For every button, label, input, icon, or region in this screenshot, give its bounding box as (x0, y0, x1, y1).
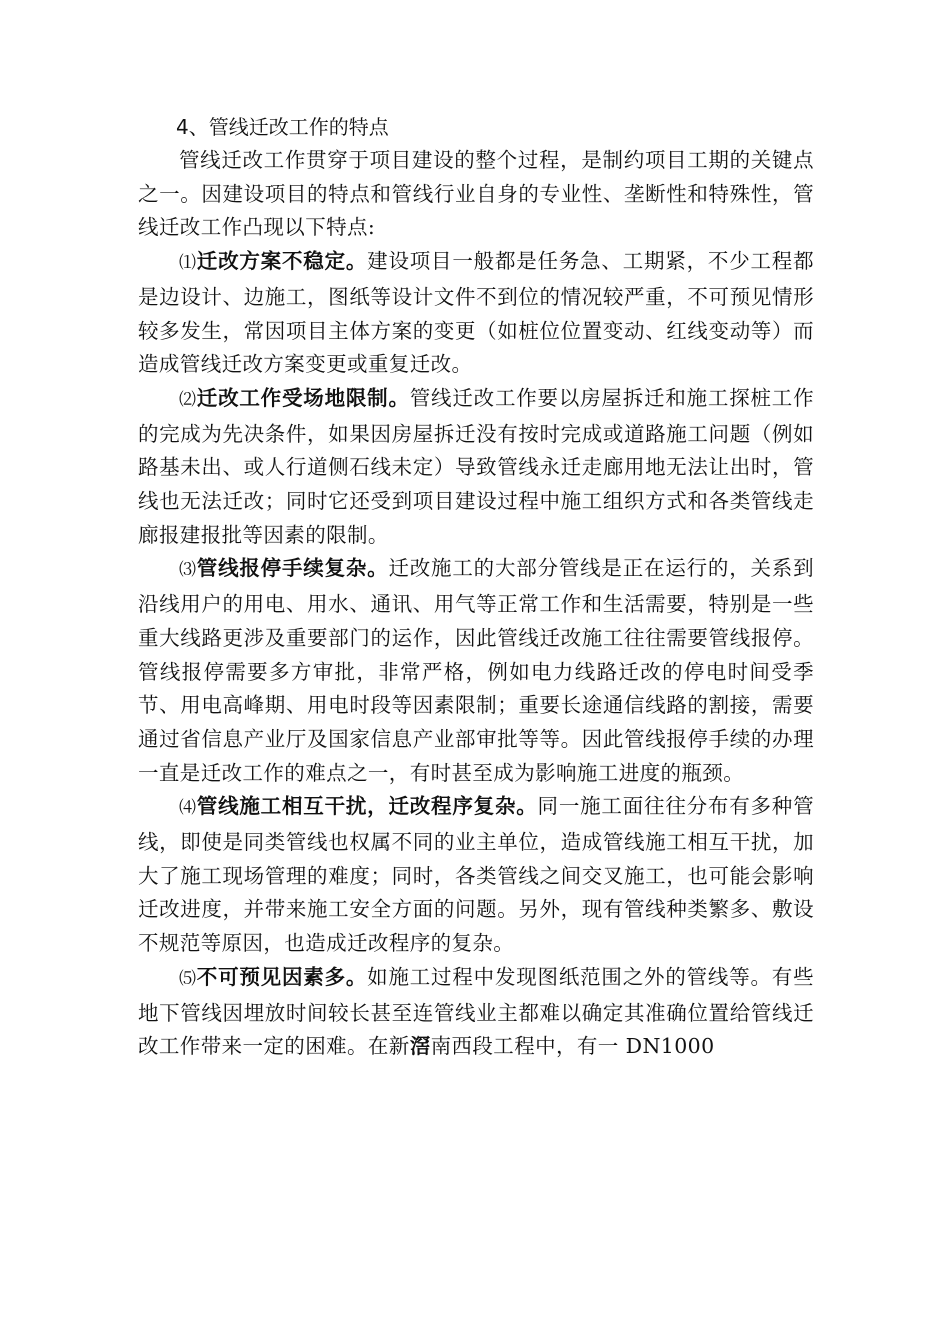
item-body-emphasis: 滘 (409, 1034, 431, 1059)
item-number: ⑴ (179, 253, 197, 274)
item-number: ⑷ (179, 798, 197, 819)
item-paragraph-1 (138, 245, 814, 382)
item-body-tail: 南西段工程中，有一 DN1000 (430, 1034, 715, 1059)
item-lead: 不可预见因素多。 (196, 964, 368, 989)
item-number: ⑶ (179, 560, 197, 581)
item-body: 建设项目一般都是任务急、工期紧，不少工程都是边设计、边施工，图纸等设计文件不到位的情况较严重，不可预见情形较多发生，常因项目主体方案的变更（如桩位位置变动、红线变动等）而造成管线迁改方案变更或重复迁改。 (138, 249, 814, 377)
section-heading: 4、管线迁改工作的特点 (176, 115, 389, 139)
item-number: ⑵ (179, 389, 197, 410)
item-lead: 管线报停手续复杂。 (196, 556, 389, 581)
item-lead: 迁改方案不稳定。 (196, 249, 368, 274)
intro-paragraph: 管线迁改工作贯穿于项目建设的整个过程，是制约项目工期的关键点之一。因建设项目的特点和管线行业自身的专业性、垄断性和特殊性，管线迁改工作凸现以下特点: (138, 148, 814, 240)
item-paragraph-3 (138, 552, 814, 790)
document-page (138, 112, 814, 1064)
item-number: ⑸ (179, 968, 197, 989)
item-lead: 管线施工相互干扰，迁改程序复杂。 (196, 794, 538, 819)
item-paragraph-5 (138, 961, 814, 1064)
item-body: 同一施工面往往分布有多种管线，即使是同类管线也权属不同的业主单位，造成管线施工相互干扰，加大了施工现场管理的难度；同时，各类管线之间交叉施工，也可能会影响迁改进度，并带来施工安全方面的问题。另外，现有管线种类繁多、敷设不规范等原因，也造成迁改程序的复杂。 (138, 794, 814, 956)
item-body: 迁改施工的大部分管线是正在运行的，关系到沿线用户的用电、用水、通讯、用气等正常工作和生活需要，特别是一些重大线路更涉及重要部门的运作，因此管线迁改施工往往需要管线报停。管线报停需要多方审批，非常严格，例如电力线路迁改的停电时间受季节、用电高峰期、用电时段等因素限制；重要长途通信线路的割接，需要通过省信息产业厅及国家信息产业部审批等等。因此管线报停手续的办理一直是迁改工作的难点之一，有时甚至成为影响施工进度的瓶颈。 (138, 556, 814, 785)
item-paragraph-2 (138, 382, 814, 553)
item-body: 管线迁改工作要以房屋拆迁和施工探桩工作的完成为先决条件，如果因房屋拆迁没有按时完成或道路施工问题（例如路基未出、或人行道侧石线未定）导致管线永迁走廊用地无法让出时，管线也无法迁改；同时它还受到项目建设过程中施工组织方式和各类管线走廊报建报批等因素的限制。 (138, 385, 814, 547)
item-body: 如施工过程中发现图纸范围之外的管线等。有些地下管线因埋放时间较长甚至连管线业主都难以确定其准确位置给管线迁改工作带来一定的困难。在新 (138, 964, 814, 1059)
item-lead: 迁改工作受场地限制。 (196, 385, 410, 410)
item-paragraph-4 (138, 790, 814, 961)
